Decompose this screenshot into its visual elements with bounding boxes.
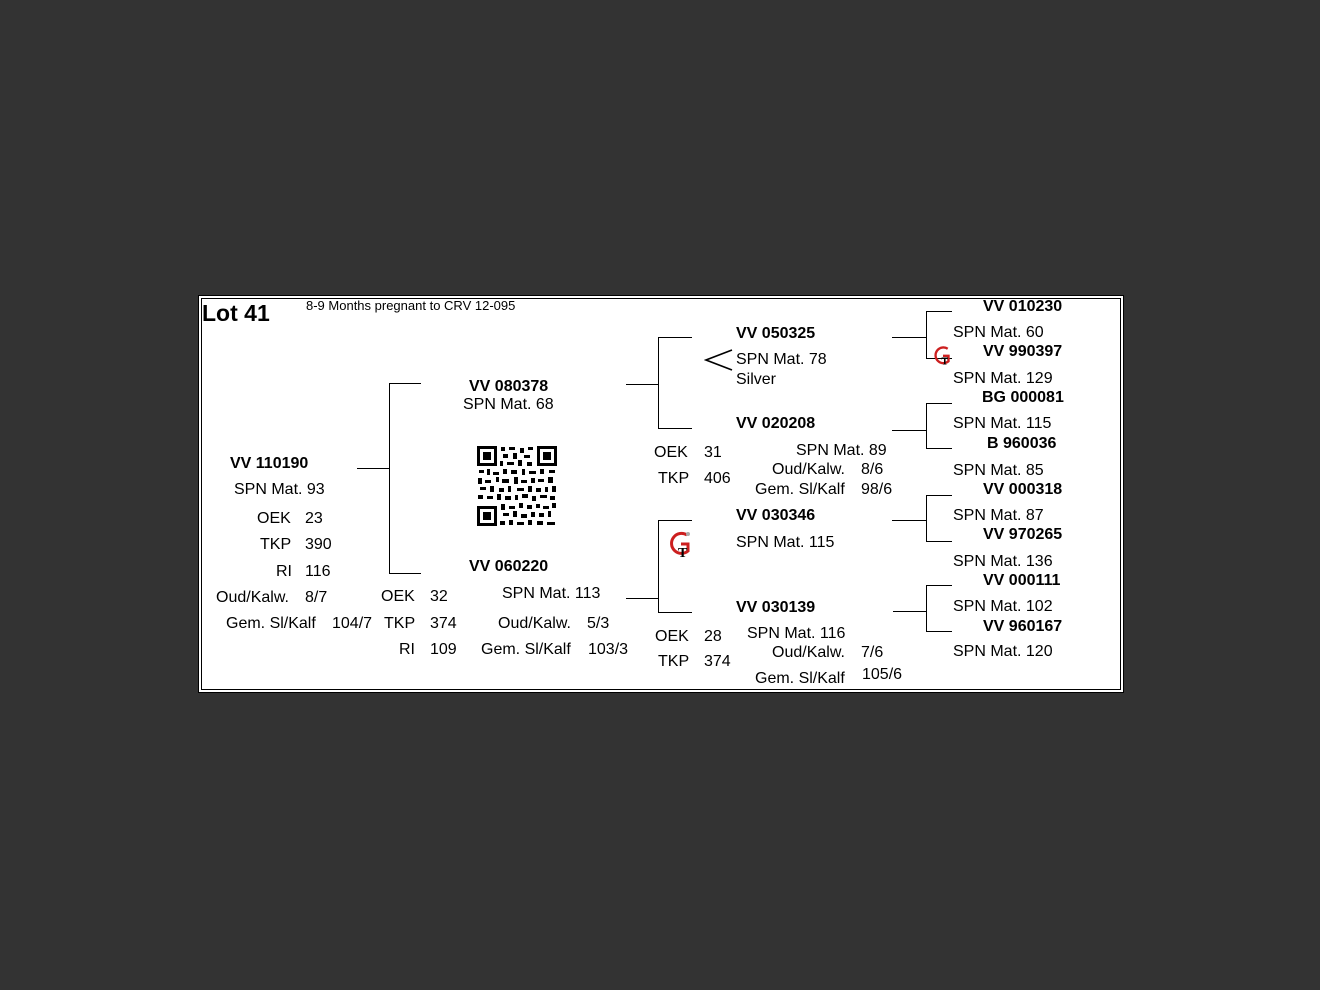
connector-line <box>389 383 421 384</box>
ggp-3-spn: SPN Mat. 115 <box>953 415 1052 432</box>
dam-ri-label: RI <box>399 641 415 658</box>
dam-oud-label: Oud/Kalw. <box>498 615 571 632</box>
connector-line <box>926 403 952 404</box>
ggp-7-spn: SPN Mat. 102 <box>953 598 1053 615</box>
connector-line <box>926 585 927 631</box>
ggp-6-id: VV 970265 <box>983 526 1063 543</box>
animal-oek-value: 23 <box>305 510 323 527</box>
ggp-8-id: VV 960167 <box>983 618 1063 635</box>
connector-line <box>658 612 692 613</box>
gp-1-id: VV 050325 <box>736 325 816 342</box>
animal-ri-value: 116 <box>305 563 331 580</box>
connector-line <box>658 428 692 429</box>
gp-4-oek-value: 28 <box>704 628 722 645</box>
dam-ri-value: 109 <box>430 641 457 658</box>
svg-text:T: T <box>678 546 688 559</box>
ggp-1-id: VV 010230 <box>983 298 1063 315</box>
dam-oud-value: 5/3 <box>587 615 610 632</box>
ggp-2-id: VV 990397 <box>983 343 1063 360</box>
connector-line <box>658 337 692 338</box>
connector-line <box>926 403 927 448</box>
gp-4-tkp-value: 374 <box>704 653 731 670</box>
gp-1-extra: Silver <box>736 371 777 388</box>
dam-tkp-label: TKP <box>384 615 416 632</box>
gp-2-tkp-value: 406 <box>704 470 731 487</box>
gp-2-gem-label: Gem. Sl/Kalf <box>755 481 845 498</box>
gp-3-id: VV 030346 <box>736 507 816 524</box>
pedigree-card <box>198 295 1124 693</box>
dam-oek-label: OEK <box>381 588 415 605</box>
animal-ri-label: RI <box>276 563 292 580</box>
ggp-2-spn: SPN Mat. 129 <box>953 370 1053 387</box>
dam-gem-value: 103/3 <box>588 641 629 658</box>
connector-line <box>892 337 926 338</box>
gp-4-gem-value: 105/6 <box>862 666 903 683</box>
gp-4-id: VV 030139 <box>736 599 816 616</box>
connector-line <box>892 520 926 521</box>
gp-2-spn: SPN Mat. 89 <box>796 442 887 459</box>
gp-3-spn: SPN Mat. 115 <box>736 534 835 551</box>
connector-line <box>389 383 390 573</box>
ggp-8-spn: SPN Mat. 120 <box>953 643 1053 660</box>
connector-line <box>893 611 926 612</box>
animal-gem-label: Gem. Sl/Kalf <box>226 615 316 632</box>
connector-line <box>626 384 658 385</box>
lot-note: 8-9 Months pregnant to CRV 12-095 <box>306 298 516 313</box>
connector-line <box>389 573 421 574</box>
gp-2-oud-label: Oud/Kalw. <box>772 461 845 478</box>
svg-text:T: T <box>941 356 949 366</box>
connector-line <box>926 631 952 632</box>
dam-gem-label: Gem. Sl/Kalf <box>481 641 571 658</box>
connector-line <box>926 495 927 541</box>
gp-1-spn: SPN Mat. 78 <box>736 351 827 368</box>
sire-spn: SPN Mat. 68 <box>463 396 554 413</box>
gp-4-tkp-label: TKP <box>658 653 690 670</box>
ggp-6-spn: SPN Mat. 136 <box>953 553 1053 570</box>
connector-line <box>658 337 659 428</box>
qr-code-icon <box>476 445 558 527</box>
dam-id: VV 060220 <box>469 558 549 575</box>
connector-line <box>926 495 952 496</box>
ggp-4-spn: SPN Mat. 85 <box>953 462 1044 479</box>
gp-2-oek-label: OEK <box>654 444 688 461</box>
ggp-3-id: BG 000081 <box>982 389 1064 406</box>
connector-line <box>926 541 952 542</box>
animal-tkp-label: TKP <box>260 536 292 553</box>
gt-logo-icon <box>666 529 696 559</box>
connector-line <box>892 430 926 431</box>
connector-line <box>926 311 952 312</box>
gp-4-oek-label: OEK <box>655 628 689 645</box>
connector-line <box>626 598 658 599</box>
dam-tkp-value: 374 <box>430 615 457 632</box>
animal-oud-label: Oud/Kalw. <box>216 589 289 606</box>
connector-line <box>658 520 692 521</box>
less-than-bracket-icon <box>704 348 734 372</box>
connector-line <box>926 448 952 449</box>
gp-4-oud-value: 7/6 <box>861 644 884 661</box>
animal-tkp-value: 390 <box>305 536 332 553</box>
animal-oek-label: OEK <box>257 510 291 527</box>
connector-line <box>658 520 659 612</box>
gp-2-oud-value: 8/6 <box>861 461 884 478</box>
connector-line <box>357 468 389 469</box>
dam-oek-value: 32 <box>430 588 448 605</box>
gp-4-spn: SPN Mat. 116 <box>747 625 846 642</box>
dam-spn: SPN Mat. 113 <box>502 585 601 602</box>
gp-2-tkp-label: TKP <box>658 470 690 487</box>
ggp-5-spn: SPN Mat. 87 <box>953 507 1044 524</box>
animal-id: VV 110190 <box>230 455 309 472</box>
animal-spn: SPN Mat. 93 <box>234 481 325 498</box>
sire-id: VV 080378 <box>469 378 549 395</box>
gp-4-oud-label: Oud/Kalw. <box>772 644 845 661</box>
lot-title: Lot 41 <box>202 300 270 326</box>
gt-logo-icon <box>931 344 955 366</box>
animal-oud-value: 8/7 <box>305 589 328 606</box>
gp-2-oek-value: 31 <box>704 444 722 461</box>
ggp-7-id: VV 000111 <box>983 572 1061 589</box>
ggp-4-id: B 960036 <box>987 435 1057 452</box>
ggp-5-id: VV 000318 <box>983 481 1063 498</box>
connector-line <box>926 585 952 586</box>
ggp-1-spn: SPN Mat. 60 <box>953 324 1044 341</box>
animal-gem-value: 104/7 <box>332 615 373 632</box>
connector-line <box>926 311 927 358</box>
gp-2-gem-value: 98/6 <box>861 481 893 498</box>
gp-4-gem-label: Gem. Sl/Kalf <box>755 670 845 687</box>
gp-2-id: VV 020208 <box>736 415 816 432</box>
